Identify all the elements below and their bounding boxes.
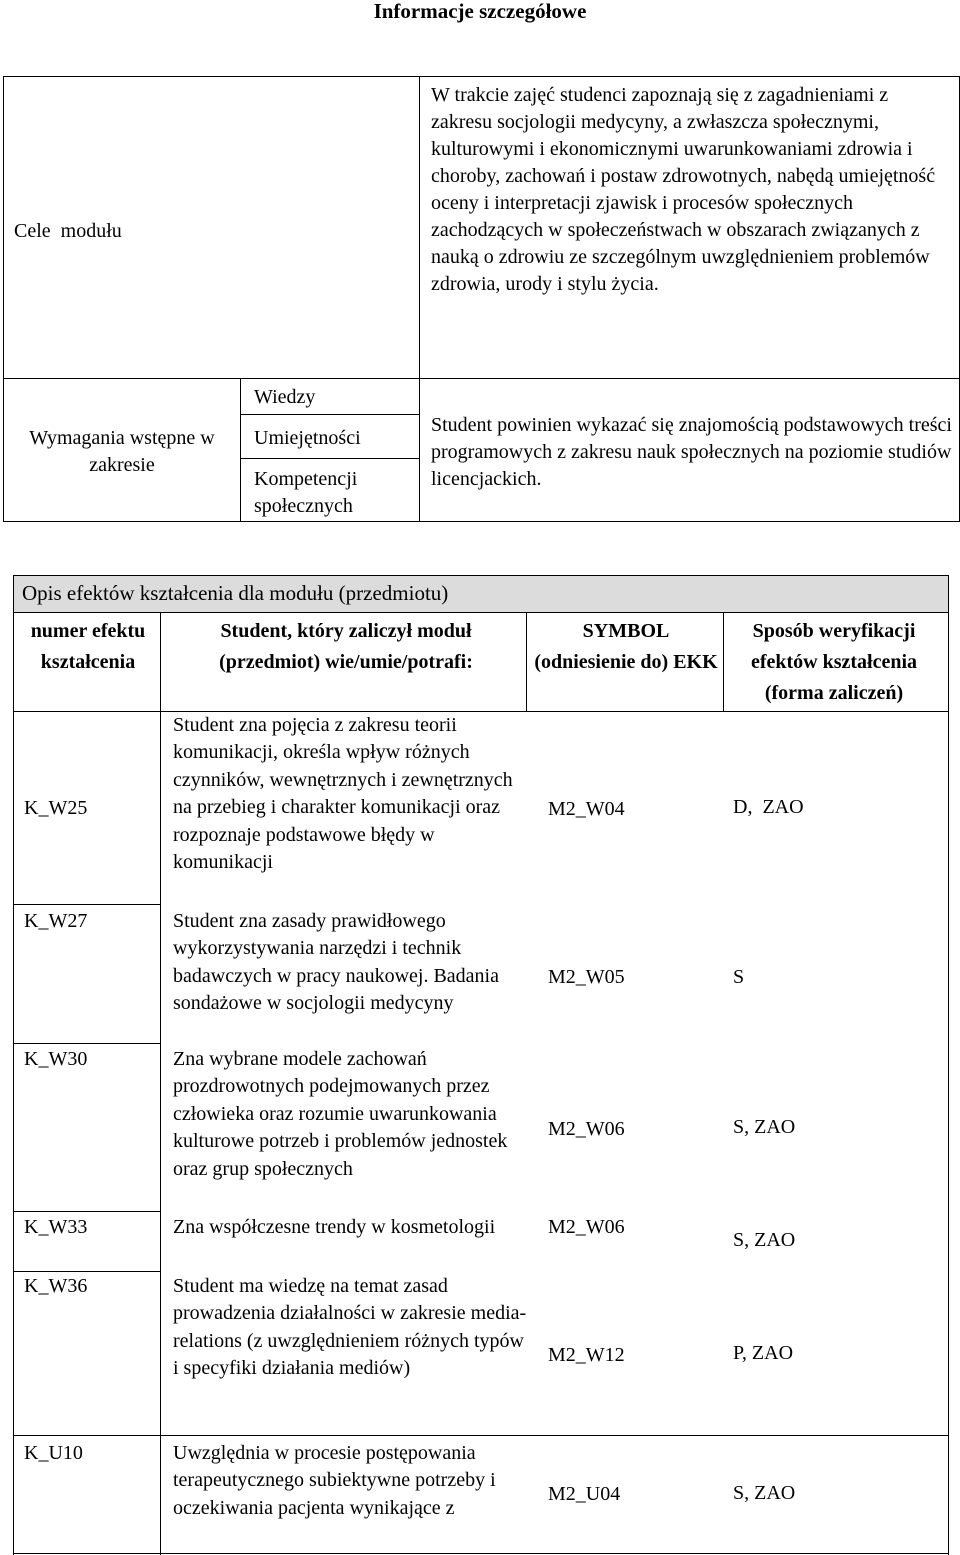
requirement-competence: Kompetencji społecznych	[254, 468, 358, 517]
page-title: Informacje szczegółowe	[373, 0, 587, 23]
effect-symbol: M2_U04	[548, 1483, 621, 1505]
effect-symbol: M2_W06	[548, 1216, 625, 1238]
col-header-symbol: SYMBOL (odniesienie do) EKK	[534, 620, 718, 673]
effect-method: P, ZAO	[733, 1342, 794, 1364]
effect-number: K_U10	[24, 1442, 83, 1464]
effect-description: Zna wybrane modele zachowań prozdrowotnych podejmowanych przez człowieka oraz rozumie uwarunkowania kulturowe potrzeb i problemów jednostek oraz grup społecznych	[173, 1048, 508, 1180]
effect-description: Student ma wiedzę na temat zasad prowadzenia działalności w zakresie media-relations (z uwzględnieniem różnych typów i specyfiki działania mediów)	[173, 1275, 527, 1380]
requirement-knowledge: Wiedzy	[254, 386, 316, 408]
requirements-label: Wymagania wstępne w zakresie	[29, 427, 215, 476]
effect-symbol: M2_W12	[548, 1344, 625, 1366]
requirement-skills: Umiejętności	[254, 427, 361, 449]
effect-description: Uwzględnia w procesie postępowania terapeutycznego subiektywne potrzeby i oczekiwania pacjenta wynikające z	[173, 1442, 496, 1519]
effect-number: K_W25	[24, 797, 88, 819]
effect-symbol: M2_W04	[548, 798, 625, 820]
effect-number: K_W36	[24, 1275, 88, 1297]
col-header-method: Sposób weryfikacji efektów kształcenia (forma zaliczeń)	[750, 620, 918, 704]
effect-description: Zna współczesne trendy w kosmetologii	[173, 1216, 496, 1238]
effect-symbol: M2_W06	[548, 1118, 625, 1140]
goals-label: Cele modułu	[14, 220, 122, 242]
col-header-number: numer efektu kształcenia	[30, 620, 146, 673]
effects-table-header: Opis efektów kształcenia dla modułu (przedmiotu)	[22, 581, 449, 605]
effect-number: K_W33	[24, 1216, 88, 1238]
effect-method: D, ZAO	[733, 796, 804, 818]
effect-description: Student zna pojęcia z zakresu teorii komunikacji, określa wpływ różnych czynników, wewnętrznych i zewnętrznych na przebieg i charakter komunikacji oraz rozpoznaje podstawowe błędy w komunikacji	[173, 714, 513, 874]
effect-method: S, ZAO	[733, 1116, 796, 1138]
effect-description: Student zna zasady prawidłowego wykorzystywania narzędzi i technik badawczych w pracy naukowej. Badania sondażowe w socjologii medycyny	[173, 910, 499, 1015]
requirements-text: Student powinien wykazać się znajomością podstawowych treści programowych z zakresu nauk społecznych na poziomie studiów licencjackich.	[431, 414, 952, 490]
effect-method: S, ZAO	[733, 1229, 796, 1251]
col-header-student: Student, który zaliczył moduł (przedmiot) wie/umie/potrafi:	[219, 620, 473, 673]
effect-method: S	[733, 966, 745, 988]
effect-number: K_W30	[24, 1048, 88, 1070]
effect-symbol: M2_W05	[548, 966, 625, 988]
effect-method: S, ZAO	[733, 1482, 796, 1504]
goals-text: W trakcie zajęć studenci zapoznają się z zagadnieniami z zakresu socjologii medycyny, a zwłaszcza społecznymi, kulturowymi i ekonomicznymi uwarunkowaniami zdrowia i choroby, zachowań i postaw zdrowotnych, nabędą umiejętność oceny i interpretacji zjawisk i procesów społecznych zachodzących w społeczeństwach w obszarach związanych z nauką o zdrowiu ze szczególnym uwzględnieniem problemów zdrowia, urody i stylu życia.	[431, 84, 936, 295]
effect-number: K_W27	[24, 910, 88, 932]
